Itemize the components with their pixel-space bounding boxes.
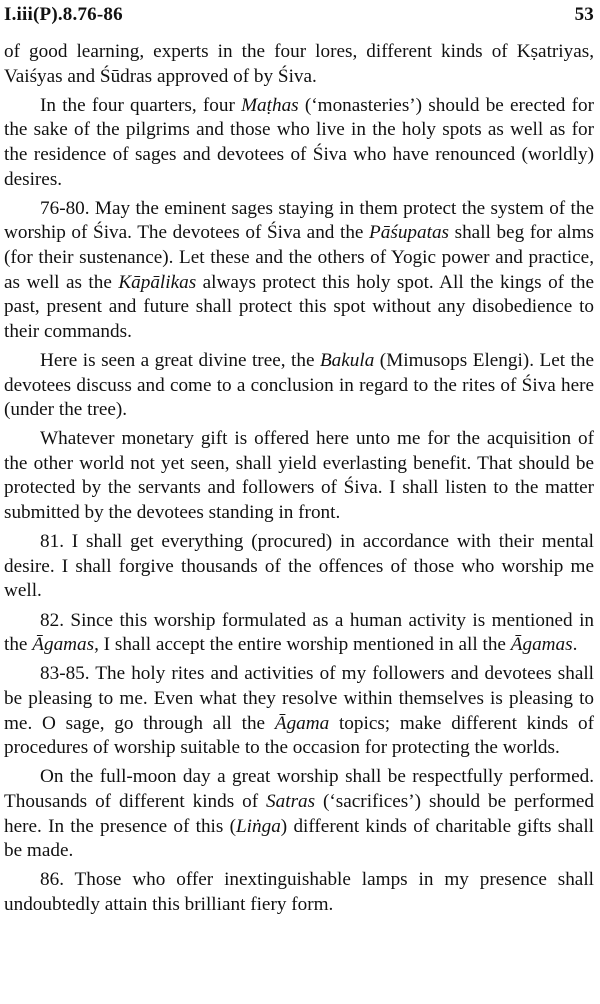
page-number: 53: [574, 4, 594, 25]
section-reference: I.iii(P).8.76-86: [4, 4, 123, 25]
paragraph: [4, 662, 594, 760]
running-head: [4, 0, 594, 40]
text-run: topics; make different kinds of procedures of worship suitable to the occasion for protecting the worlds.: [4, 712, 595, 759]
paragraph: [4, 94, 594, 192]
italic-term: Āgamas: [510, 634, 573, 656]
italic-term: Āgamas: [32, 634, 95, 656]
text-run: shall beg for alms (for their sustenance). Let these and the others of Yogic power and practice, as well as the: [4, 222, 594, 293]
text-run: (‘sacrifices’) should be performed here. In the presence of this (: [4, 790, 594, 837]
paragraph: [4, 868, 594, 917]
italic-term: Pāśupatas: [369, 222, 450, 244]
text-run: Here is seen a great divine tree, the: [40, 349, 320, 371]
paragraph: [4, 609, 594, 658]
text-run: 81. I shall get everything (procured) in accordance with their mental desire. I shall forgive thousands of the offences of those who worship me well.: [4, 531, 594, 602]
italic-term: Kāpālikas: [118, 271, 197, 293]
text-run: (Mimusops Elengi). Let the devotees discuss and come to a conclusion in regard to the rites of Śiva here (under the tree).: [4, 349, 594, 421]
text-run: of good learning, experts in the four lores, different kinds of Kṣatriyas, Vaiśyas and Śūdras approved of by Śiva.: [4, 41, 594, 87]
italic-term: Maṭhas: [241, 94, 299, 116]
text-run: always protect this holy spot. All the kings of the past, present and future shall protect this spot without any disobedience to their commands.: [4, 271, 594, 342]
paragraph: [4, 530, 594, 604]
text-run: 86. Those who offer inextinguishable lamps in my presence shall undoubtedly attain this brilliant fiery form.: [4, 869, 594, 915]
paragraph: [4, 349, 594, 423]
paragraph: [4, 197, 594, 345]
text-run: , I shall accept the entire worship mentioned in all the: [94, 634, 511, 656]
italic-term: Liṅga: [236, 815, 281, 837]
text-run: On the full-moon day a great worship shall be respectfully performed. Thousands of different kinds of: [4, 766, 594, 812]
body-text: [4, 40, 594, 918]
italic-term: Āgama: [274, 712, 330, 734]
paragraph: [4, 427, 594, 525]
text-run: 83-85. The holy rites and activities of my followers and devotees shall be pleasing to me. Even what they resolve within themselves is pleasing to me. O sage, go through all the: [4, 663, 594, 734]
italic-term: Bakula: [319, 349, 375, 371]
text-run: ) different kinds of charitable gifts shall be made.: [4, 815, 594, 862]
text-run: Whatever monetary gift is offered here unto me for the acquisition of the other world not yet seen, shall yield everlasting benefit. That should be protected by the servants and followers of Śiva. I shall listen to the matter submitted by the devotees standing in front.: [4, 428, 594, 524]
paragraph: [4, 40, 594, 89]
text-run: .: [572, 634, 578, 656]
text-run: 82. Since this worship formulated as a human activity is mentioned in the: [4, 609, 594, 656]
italic-term: Satras: [266, 790, 316, 812]
paragraph: [4, 765, 594, 863]
text-run: 76-80. May the eminent sages staying in them protect the system of the worship of Śiva. The devotees of Śiva and the: [4, 197, 594, 244]
text-run: (‘monasteries’) should be erected for the sake of the pilgrims and those who live in the holy spots as well as for the residence of sages and devotees of Śiva who have renounced (worldly) desires.: [4, 94, 594, 190]
text-run: In the four quarters, four: [40, 94, 242, 116]
